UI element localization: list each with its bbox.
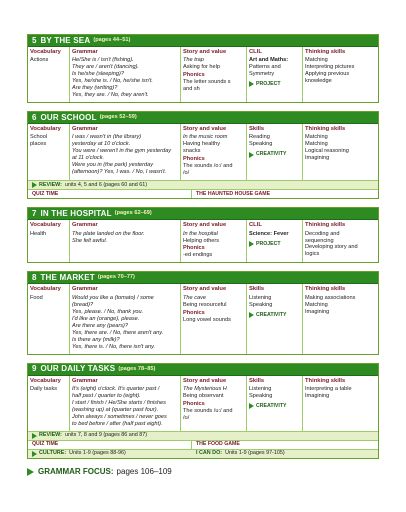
game-strip-cell: THE HAUNTED HOUSE GAME <box>196 191 271 198</box>
cell-text: (washing up) at (quarter past four). <box>72 406 159 413</box>
column-heading: Vocabulary <box>30 126 61 133</box>
cell-text: Food <box>30 294 43 301</box>
column-heading: Grammar <box>72 286 98 293</box>
arrow-icon <box>32 433 37 439</box>
phonics-text: The sounds /o:/ and <box>183 163 233 170</box>
grammar-column <box>70 220 181 262</box>
cell-text: In the music room <box>183 134 228 141</box>
unit-section <box>27 363 379 459</box>
unit-number: 6 <box>32 112 37 122</box>
vocabulary-column <box>28 284 70 353</box>
cell-text: Are they (writing)? <box>72 85 118 92</box>
thinking-skills-column <box>303 220 380 262</box>
cell-text: Being observant <box>183 392 224 399</box>
vocabulary-column <box>28 47 70 102</box>
arrow-icon <box>249 312 254 318</box>
activity-tag <box>249 81 300 88</box>
column-heading: Story and value <box>183 222 227 229</box>
cell-text: I was / wasn't in (the library) <box>72 134 142 141</box>
game-strip-cell: QUIZ TIME <box>28 441 192 449</box>
column-heading: Thinking skills <box>305 222 346 229</box>
unit-number: 5 <box>32 35 37 45</box>
column-heading: CLIL <box>249 222 262 229</box>
column-heading: Skills <box>249 377 265 384</box>
cell-text: Are there any (pears)? <box>72 322 128 329</box>
cell-text: Yes, he/she is. / No, he/she isn't. <box>72 78 153 85</box>
cell-text: Matching <box>305 301 328 308</box>
unit-section <box>27 34 379 103</box>
can-do-text: Units 1-9 (pages 97-105) <box>225 450 285 457</box>
column-heading: Vocabulary <box>30 49 61 55</box>
cell-text: You were / weren't in the gym yesterday <box>72 148 172 155</box>
cell-text: Matching <box>305 134 328 141</box>
column-heading: Vocabulary <box>30 222 61 229</box>
unit-pages: (pages 44–51) <box>93 37 131 43</box>
cell-text: School <box>30 134 48 141</box>
skills-column <box>247 284 303 353</box>
cell-text: In the hospital <box>183 230 218 237</box>
culture-text: Units 1-9 (pages 88-96) <box>69 450 126 457</box>
cell-text: I'd like an (orange), please. <box>72 315 140 322</box>
column-heading: Thinking skills <box>305 286 346 293</box>
story-column <box>181 284 247 353</box>
unit-pages: (pages 52–59) <box>99 114 137 121</box>
cell-text: Yes, they are. / No, they aren't. <box>72 92 149 99</box>
review-text: units 7, 8 and 9 (pages 86 and 87) <box>64 432 148 439</box>
arrow-icon <box>32 182 37 188</box>
cell-text: Symmetry <box>249 71 275 78</box>
arrow-icon <box>27 468 34 476</box>
column-heading: Thinking skills <box>305 377 346 384</box>
cell-text: John always / sometimes / never goes <box>72 413 167 420</box>
column-heading: Thinking skills <box>305 126 346 133</box>
grammar-column <box>70 47 181 102</box>
cell-text: Being resourceful <box>183 301 227 308</box>
game-strip <box>28 189 378 198</box>
unit-title: OUR DAILY TASKS <box>40 364 116 374</box>
unit-grid <box>28 47 378 102</box>
can-do-label: I CAN DO: <box>196 450 223 457</box>
activity-tag-label: CREATIVITY <box>256 402 287 409</box>
skills-column <box>247 47 303 102</box>
arrow-icon <box>32 451 37 457</box>
arrow-icon <box>249 241 254 247</box>
cell-text: Health <box>30 230 47 237</box>
cell-text: Actions <box>30 57 49 64</box>
cell-text: He/She is / isn't (fishing). <box>72 57 134 64</box>
cell-text: Interpreting a table <box>305 385 352 392</box>
game-strip-cell: QUIZ TIME <box>28 190 192 198</box>
cell-text: The plate landed on the floor. <box>72 230 145 237</box>
unit-grid <box>28 220 378 262</box>
cell-text: I start / finish / He/She starts / finishes <box>72 399 166 406</box>
unit-title: BY THE SEA <box>40 35 91 45</box>
can-do-cell <box>192 450 285 457</box>
thinking-skills-column <box>303 124 380 180</box>
unit-number: 9 <box>32 364 37 374</box>
phonics-text: Long vowel sounds <box>183 316 231 323</box>
column-heading: Vocabulary <box>30 377 61 384</box>
thinking-skills-column <box>303 376 380 431</box>
unit-title: OUR SCHOOL <box>40 112 97 122</box>
cell-text: Speaking <box>249 141 273 148</box>
unit-header <box>28 35 378 47</box>
cell-text: It's (eight) o'clock. It's quarter past / <box>72 385 160 392</box>
game-strip-cell: THE FOOD GAME <box>196 441 240 448</box>
phonics-text: The sounds /u:/ and <box>183 407 233 414</box>
cell-text: The cave <box>183 294 207 301</box>
column-heading: Story and value <box>183 126 227 133</box>
phonics-text: The letter sounds s <box>183 79 231 86</box>
cell-text: yesterday at 10 o'clock. <box>72 141 131 148</box>
unit-header <box>28 364 378 376</box>
cell-text: logics <box>305 251 320 258</box>
unit-header <box>28 208 378 220</box>
skills-column <box>247 376 303 431</box>
cell-text: Were you in (the park) yesterday <box>72 162 154 169</box>
cell-text: Yes, there are. / No, there aren't any. <box>72 329 164 336</box>
cell-text: Speaking <box>249 301 273 308</box>
cell-text: sequencing <box>305 237 334 244</box>
column-heading: Grammar <box>72 126 98 133</box>
cell-text: Daily tasks <box>30 385 58 392</box>
cell-text: Listening <box>249 385 272 392</box>
culture-label: CULTURE: <box>39 450 67 457</box>
vocabulary-column <box>28 124 70 180</box>
column-heading: Grammar <box>72 49 98 55</box>
cell-text: Science: Fever <box>249 230 289 237</box>
cell-text: Is there any (milk)? <box>72 336 120 343</box>
column-heading: Story and value <box>183 286 227 293</box>
cell-text: knowledge <box>305 78 332 85</box>
unit-pages: (pages 70–77) <box>97 274 135 281</box>
cell-text: Helping others <box>183 237 220 244</box>
activity-tag <box>249 403 300 410</box>
cell-text: Would you like a (tomato) / some <box>72 294 154 301</box>
unit-number: 8 <box>32 272 37 282</box>
cell-text: Asking for help <box>183 64 221 71</box>
cell-text: Art and Maths: <box>249 57 289 64</box>
grammar-column <box>70 124 181 180</box>
phonics-heading: Phonics <box>183 309 205 316</box>
column-heading: Grammar <box>72 377 98 384</box>
story-column <box>181 376 247 431</box>
cell-text: Patterns and <box>249 64 281 71</box>
column-heading: Skills <box>249 126 265 133</box>
column-heading: CLIL <box>249 49 262 55</box>
cell-text: (afternoon)? Yes, I was. / No, I wasn't. <box>72 169 167 176</box>
vocabulary-column <box>28 376 70 431</box>
vocabulary-column <box>28 220 70 262</box>
grammar-column <box>70 376 181 431</box>
culture-cell <box>28 450 192 457</box>
review-bar <box>28 180 378 189</box>
activity-tag <box>249 151 300 158</box>
column-heading: Grammar <box>72 222 98 229</box>
arrow-icon <box>249 81 254 87</box>
activity-tag <box>249 241 300 248</box>
phonics-text: -ed endings <box>183 252 213 259</box>
cell-text: (bread)? <box>72 301 94 308</box>
unit-pages: (pages 78–85) <box>118 365 156 372</box>
unit-number: 7 <box>32 208 37 218</box>
cell-text: Speaking <box>249 392 273 399</box>
grammar-focus <box>27 467 379 477</box>
grammar-focus-label: GRAMMAR FOCUS: <box>38 466 114 476</box>
cell-text: Making associations <box>305 294 356 301</box>
cell-text: Having healthy <box>183 141 221 148</box>
cell-text: to bed before / after (half past eight). <box>72 420 163 427</box>
unit-header <box>28 112 378 124</box>
cell-text: They are / aren't (dancing). <box>72 64 139 71</box>
cell-text: She felt awful. <box>72 237 108 244</box>
review-label: REVIEW: <box>39 432 62 439</box>
thinking-skills-column <box>303 47 380 102</box>
unit-section <box>27 207 379 263</box>
culture-bar <box>28 449 378 458</box>
grammar-focus-pages: pages 106–109 <box>116 466 172 476</box>
activity-tag-label: CREATIVITY <box>256 151 287 158</box>
cell-text: Applying previous <box>305 71 350 78</box>
story-column <box>181 220 247 262</box>
cell-text: The trap <box>183 57 204 64</box>
grammar-column <box>70 284 181 353</box>
syllabus-page <box>27 34 379 477</box>
cell-text: The Mysterious H <box>183 385 227 392</box>
unit-section <box>27 271 379 354</box>
cell-text: Matching <box>305 141 328 148</box>
cell-text: Is he/she (sleeping)? <box>72 71 124 78</box>
cell-text: Decoding and <box>305 230 340 237</box>
unit-grid <box>28 284 378 353</box>
column-heading: Thinking skills <box>305 49 346 55</box>
cell-text: Logical reasoning <box>305 148 349 155</box>
cell-text: Yes, please. / No, thank you. <box>72 308 144 315</box>
cell-text: Developing story and <box>305 244 358 251</box>
cell-text: Imagining <box>305 392 330 399</box>
cell-text: Reading <box>249 134 270 141</box>
cell-text: places <box>30 141 47 148</box>
column-heading: Story and value <box>183 377 227 384</box>
phonics-heading: Phonics <box>183 72 205 79</box>
cell-text: Yes, there is. / No, there isn't any. <box>72 343 156 350</box>
review-label: REVIEW: <box>39 181 62 188</box>
game-strip <box>28 440 378 449</box>
phonics-heading: Phonics <box>183 400 205 407</box>
activity-tag-label: PROJECT <box>256 240 281 247</box>
arrow-icon <box>249 403 254 409</box>
unit-header <box>28 272 378 284</box>
phonics-text: and sh <box>183 86 200 93</box>
review-bar <box>28 431 378 440</box>
activity-tag <box>249 312 300 319</box>
cell-text: Imagining <box>305 155 330 162</box>
review-text: units 4, 5 and 6 (pages 60 and 61) <box>64 181 148 188</box>
unit-grid <box>28 376 378 431</box>
column-heading: Skills <box>249 286 265 293</box>
phonics-heading: Phonics <box>183 245 205 252</box>
skills-column <box>247 220 303 262</box>
phonics-heading: Phonics <box>183 156 205 163</box>
activity-tag-label: CREATIVITY <box>256 311 287 318</box>
activity-tag-label: PROJECT <box>256 81 281 88</box>
unit-grid <box>28 124 378 180</box>
cell-text: Imagining <box>305 308 330 315</box>
unit-section <box>27 111 379 199</box>
thinking-skills-column <box>303 284 380 353</box>
cell-text: Interpreting pictures <box>305 64 355 71</box>
cell-text: at 11 o'clock. <box>72 155 105 162</box>
phonics-text: /o/ <box>183 170 190 177</box>
cell-text: Matching <box>305 57 328 64</box>
unit-title: IN THE HOSPITAL <box>40 208 112 218</box>
cell-text: Listening <box>249 294 272 301</box>
column-heading: Story and value <box>183 49 227 55</box>
story-column <box>181 124 247 180</box>
skills-column <box>247 124 303 180</box>
unit-title: THE MARKET <box>40 272 95 282</box>
cell-text: half past / quarter to (eight). <box>72 392 141 399</box>
arrow-icon <box>249 152 254 158</box>
column-heading: Vocabulary <box>30 286 61 293</box>
story-column <box>181 47 247 102</box>
unit-pages: (pages 62–69) <box>114 210 152 217</box>
phonics-text: /ʊ/ <box>183 414 190 421</box>
cell-text: snacks <box>183 148 201 155</box>
